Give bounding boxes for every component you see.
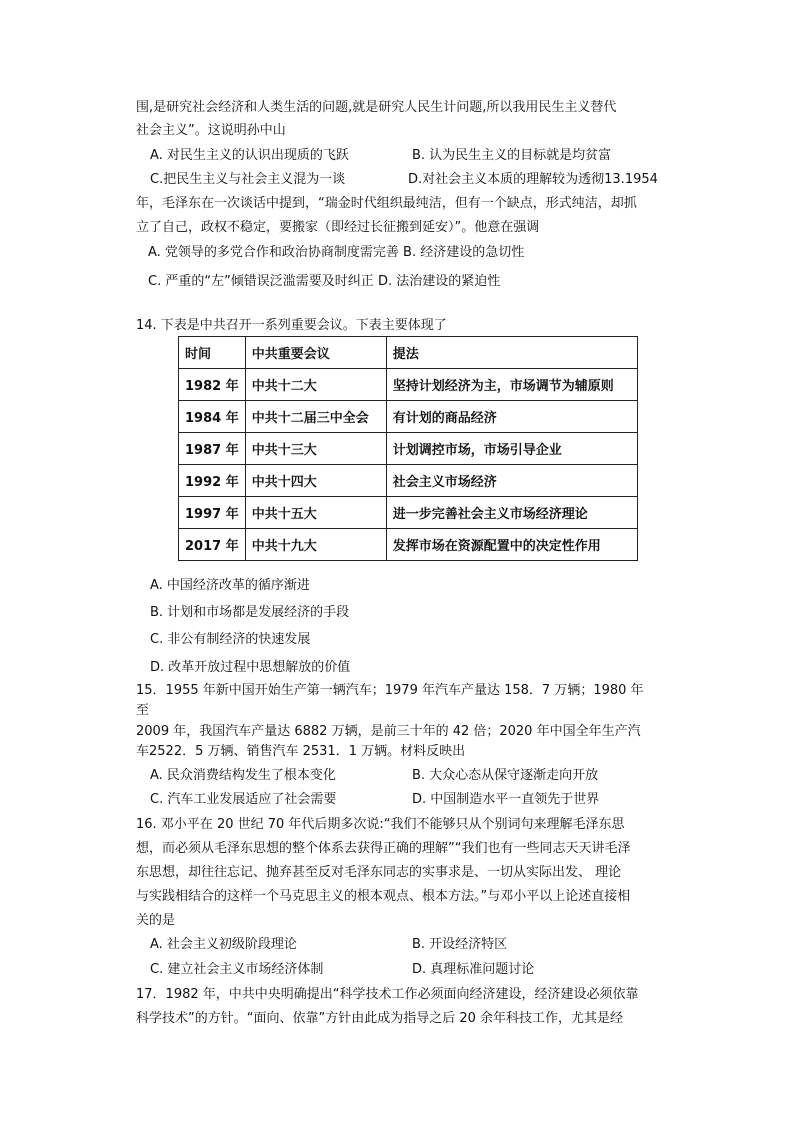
q15-text-line1: 15．1955 年新中国开始生产第一辆汽车；1979 年汽车产量达 158．7 万辆；1980 年 xyxy=(136,683,644,698)
table-cell-policy: 坚持计划经济为主，市场调节为辅原则 xyxy=(386,369,637,401)
table-row xyxy=(179,401,638,433)
q15-text-line2: 至 xyxy=(136,703,150,718)
table-row xyxy=(179,369,638,401)
table-cell-meeting: 中共十二大 xyxy=(245,369,386,401)
q16-text-line1: 16. 邓小平在 20 世纪 70 年代后期多次说:“我们不能够只从个别词句来理解毛泽东思 xyxy=(136,817,625,832)
meetings-table xyxy=(178,336,638,561)
table-cell-meeting: 中共十三大 xyxy=(245,433,386,465)
table-cell-meeting: 中共十五大 xyxy=(245,497,386,529)
table-cell-year: 2017 年 xyxy=(179,529,246,561)
table-cell-year: 1992 年 xyxy=(179,465,246,497)
q17-text-line2: 科学技术”的方针。“面向、依靠”方针由此成为指导之后 20 余年科技工作，尤其是经 xyxy=(136,1011,624,1026)
q13-option-d: D.对社会主义本质的理解较为透彻13.1954 xyxy=(408,172,658,187)
q15-option-c: C. 汽车工业发展适应了社会需要 xyxy=(150,792,337,807)
table-cell-meeting: 中共十四大 xyxy=(245,465,386,497)
q15-option-a: A. 民众消费结构发生了根本变化 xyxy=(150,768,336,783)
table-row xyxy=(179,529,638,561)
q15-text-line4: 车2522．5 万辆、销售汽车 2531．1 万辆。材料反映出 xyxy=(136,744,466,759)
q13-option-c: C.把民生主义与社会主义混为一谈 xyxy=(150,172,346,187)
q16-text-line3: 东思想，却往往忘记、抛弃甚至反对毛泽东同志的实事求是、一切从实际出发、 理论 xyxy=(136,865,622,880)
q13b-options-ab: A. 党领导的多党合作和政治协商制度需完善 B. 经济建设的急切性 xyxy=(148,245,525,260)
q13-option-a: A. 对民生主义的认识出现质的飞跃 xyxy=(150,148,349,163)
table-cell-policy: 发挥市场在资源配置中的决定性作用 xyxy=(386,529,637,561)
q17-text-line1: 17．1982 年，中共中央明确提出“科学技术工作必须面向经济建设，经济建设必须依靠 xyxy=(136,987,639,1002)
table-cell-policy: 社会主义市场经济 xyxy=(386,465,637,497)
q16-text-line5: 关的是 xyxy=(136,913,176,928)
table-cell-policy: 有计划的商品经济 xyxy=(386,401,637,433)
q13-text-line1: 围,是研究社会经济和人类生活的问题,就是研究人民生计问题,所以我用民生主义替代 xyxy=(136,100,617,115)
table-header: 时间 xyxy=(179,337,246,369)
q15-text-line3: 2009 年，我国汽车产量达 6882 万辆，是前三十年的 42 倍；2020 年中国全年生产汽 xyxy=(136,724,641,739)
q14-option-d: D. 改革开放过程中思想解放的价值 xyxy=(150,660,351,675)
table-cell-meeting: 中共十九大 xyxy=(245,529,386,561)
q15-option-b: B. 大众心态从保守逐渐走向开放 xyxy=(412,768,599,783)
table-row xyxy=(179,433,638,465)
q14-option-b: B. 计划和市场都是发展经济的手段 xyxy=(150,605,350,620)
q13-option-b: B. 认为民生主义的目标就是均贫富 xyxy=(412,148,612,163)
table-row xyxy=(179,465,638,497)
table-cell-year: 1997 年 xyxy=(179,497,246,529)
q13b-text-line2: 立了自己，政权不稳定，要搬家（即经过长征搬到延安）”。他意在强调 xyxy=(136,220,540,235)
q15-option-d: D. 中国制造水平一直领先于世界 xyxy=(412,792,600,807)
q14-stem: 14. 下表是中共召开一系列重要会议。下表主要体现了 xyxy=(136,318,447,333)
q16-option-a: A. 社会主义初级阶段理论 xyxy=(150,937,297,952)
q14-option-a: A. 中国经济改革的循序渐进 xyxy=(150,578,310,593)
q16-text-line4: 与实践相结合的这样一个马克思主义的根本观点、根本方法。”与邓小平以上论述直接相 xyxy=(136,889,631,904)
table-cell-policy: 计划调控市场，市场引导企业 xyxy=(386,433,637,465)
table-header: 提法 xyxy=(386,337,637,369)
table-row xyxy=(179,497,638,529)
table-cell-year: 1982 年 xyxy=(179,369,246,401)
q14-option-c: C. 非公有制经济的快速发展 xyxy=(150,632,311,647)
q13-text-line2: 社会主义”。这说明孙中山 xyxy=(136,123,286,138)
q16-option-c: C. 建立社会主义市场经济体制 xyxy=(150,962,324,977)
q13b-options-cd: C. 严重的“左”倾错误泛滥需要及时纠正 D. 法治建设的紧迫性 xyxy=(148,274,501,289)
q16-text-line2: 想，而必须从毛泽东思想的整个体系去获得正确的理解”“我们也有一些同志天天讲毛泽 xyxy=(136,841,631,856)
table-cell-year: 1987 年 xyxy=(179,433,246,465)
q13b-text-line1: 年，毛泽东在一次谈话中提到，“瑞金时代组织最纯洁，但有一个缺点，形式纯洁，却抓 xyxy=(136,196,637,211)
q16-option-b: B. 开设经济特区 xyxy=(412,937,508,952)
table-header: 中共重要会议 xyxy=(245,337,386,369)
q16-option-d: D. 真理标准问题讨论 xyxy=(412,962,535,977)
table-cell-year: 1984 年 xyxy=(179,401,246,433)
table-cell-meeting: 中共十二届三中全会 xyxy=(245,401,386,433)
table-header-row xyxy=(179,337,638,369)
table-cell-policy: 进一步完善社会主义市场经济理论 xyxy=(386,497,637,529)
